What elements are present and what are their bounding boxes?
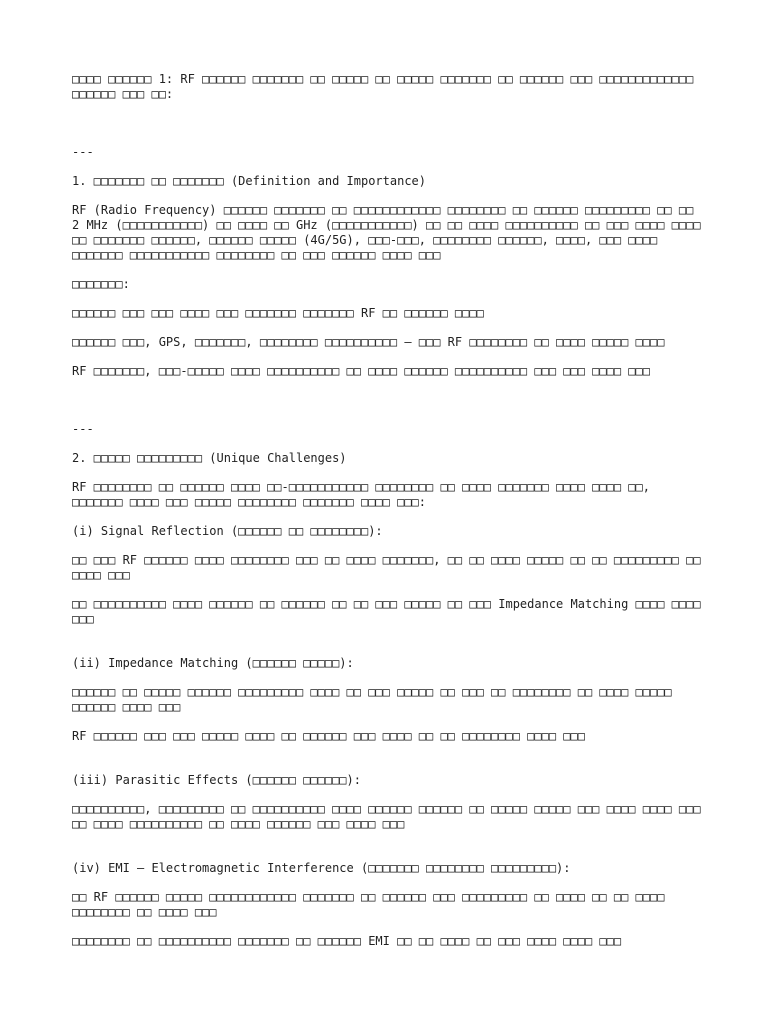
intro-paragraph: □□□□ □□□□□□ 1: RF □□□□□□ □□□□□□□ □□ □□□□□ □□ □□□□□ □□□□□□□ □□ □□□□□□ □□□ □□□□□□□□□□□□□ □□□□□□ □□□ □□:	[72, 72, 694, 101]
subsection-2-paragraph-1: □□□□□□ □□ □□□□□ □□□□□□ □□□□□□□□□ □□□□ □□ □□□ □□□□□ □□ □□□ □□ □□□□□□□□ □□ □□□□ □□□□□ □□□□□□ □□□□ □□□	[72, 685, 672, 714]
section-2-body: RF □□□□□□□□ □□ □□□□□□ □□□□ □□-□□□□□□□□□□□ □□□□□□□□ □□ □□□□ □□□□□□□ □□□□ □□□□ □□, □□□□□□□ □□□□ □□□ □□□□□ □□□□□□□□ □□□□□□□ □□□□ □□□:	[72, 480, 650, 509]
section-2-heading: 2. □□□□□ □□□□□□□□□ (Unique Challenges)	[72, 451, 347, 465]
subsection-1-paragraph-1: □□ □□□ RF □□□□□□ □□□□ □□□□□□□□ □□□ □□ □□□□ □□□□□□□, □□ □□ □□□□ □□□□□ □□ □□ □□□□□□□□□ □□ □□□□ □□□	[72, 553, 701, 582]
subsection-2-heading: (ii) Impedance Matching (□□□□□□ □□□□□):	[72, 656, 354, 670]
section-1-body: RF (Radio Frequency) □□□□□□ □□□□□□□ □□ □□□□□□□□□□□□ □□□□□□□□ □□ □□□□□□ □□□□□□□□□ □□ □□ 2 MHz (□□□□□□□□□□□) □□ □□□□ □□ GHz (□□□□□□□□□□□) □□ □□ □□□□ □□□□□□□□□□ □□ □□□ □□□□ □□□□ □□ □□□□□□□ □□□□□□, □□□□□□ □□□□□ (4G/5G), □□□-□□□, □□□□□□□□ □□□□□□, □□□□, □□□ □□□□ □□□□□□□ □□□□□□□□□□□ □□□□□□□□ □□ □□□ □□□□□□ □□□□ □□□	[72, 203, 701, 262]
subsection-4-paragraph-2: □□□□□□□□ □□ □□□□□□□□□□ □□□□□□□ □□ □□□□□□ EMI □□ □□ □□□□ □□ □□□ □□□□ □□□□ □□□	[72, 934, 622, 948]
subsection-4-heading: (iv) EMI – Electromagnetic Interference (□□□□□□□ □□□□□□□□ □□□□□□□□□):	[72, 861, 571, 875]
subsection-1-heading: (i) Signal Reflection (□□□□□□ □□ □□□□□□□□):	[72, 524, 383, 538]
list-item: □□□□□□ □□□, GPS, □□□□□□□, □□□□□□□□ □□□□□□□□□□ – □□□ RF □□□□□□□□ □□ □□□□ □□□□□ □□□□	[72, 335, 665, 349]
document-page	[72, 72, 702, 949]
section-1-heading: 1. □□□□□□□ □□ □□□□□□□ (Definition and Importance)	[72, 174, 427, 188]
list-item: RF □□□□□□□, □□□-□□□□□ □□□□ □□□□□□□□□□ □□ □□□□ □□□□□□ □□□□□□□□□□ □□□ □□□ □□□□ □□□	[72, 364, 650, 378]
subsection-3-paragraph-1: □□□□□□□□□□, □□□□□□□□□ □□ □□□□□□□□□□ □□□□ □□□□□□ □□□□□□ □□ □□□□□ □□□□□ □□□ □□□□ □□□□ □□□ □□ □□□□ □□□□□□□□□□ □□ □□□□ □□□□□□ □□□ □□□□ □□□	[72, 802, 701, 831]
subsection-1-paragraph-2: □□ □□□□□□□□□□ □□□□ □□□□□□ □□ □□□□□□ □□ □□ □□□ □□□□□ □□ □□□ Impedance Matching □□□□ □□□□ □□□	[72, 597, 701, 626]
separator-2: ---	[72, 422, 94, 436]
separator-1: ---	[72, 145, 94, 159]
section-1-list-label: □□□□□□□:	[72, 277, 130, 291]
subsection-2-paragraph-2: RF □□□□□□ □□□ □□□ □□□□□ □□□□ □□ □□□□□□ □□□ □□□□ □□ □□ □□□□□□□□ □□□□ □□□	[72, 729, 585, 743]
list-item: □□□□□□ □□□ □□□ □□□□ □□□ □□□□□□□ □□□□□□□ RF □□ □□□□□□ □□□□	[72, 306, 484, 320]
subsection-3-heading: (iii) Parasitic Effects (□□□□□□ □□□□□□):	[72, 773, 361, 787]
subsection-4-paragraph-1: □□ RF □□□□□□ □□□□□ □□□□□□□□□□□□ □□□□□□□ □□ □□□□□□ □□□ □□□□□□□□□ □□ □□□□ □□ □□ □□□□ □□□□□□□□ □□ □□□□ □□□	[72, 890, 665, 919]
